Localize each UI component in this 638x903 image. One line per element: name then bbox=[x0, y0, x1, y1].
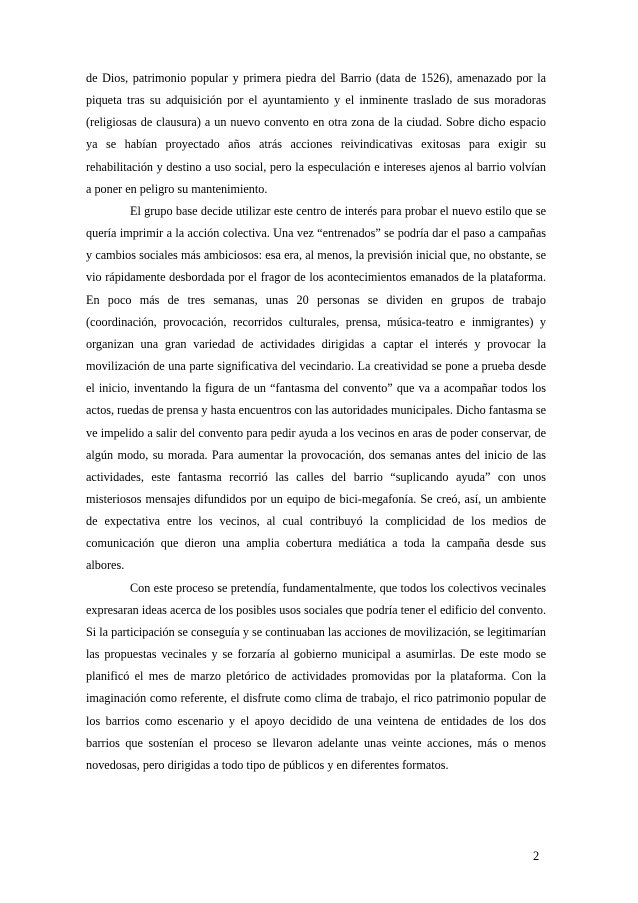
paragraph-proceso: Con este proceso se pretendía, fundamentalmente, que todos los colectivos vecinales expresaran ideas acerca de los posibles usos sociales que podría tener el edificio del convento. Si la participación se conseguía y se continuaban las acciones de movilización, se legitimarían las propuestas vecinales y se forzaría al gobierno municipal a asumirlas. De este modo se planificó el mes de marzo pletórico de actividades promovidas por la plataforma. Con la imaginación como referente, el disfrute como clima de trabajo, el rico patrimonio popular de los barrios como escenario y el apoyo decidido de una veintena de entidades de los dos barrios que sostenían el proceso se llevaron adelante unas veinte acciones, más o menos novedosas, pero dirigidas a todo tipo de públicos y en diferentes formatos. bbox=[86, 580, 546, 772]
body-text bbox=[86, 67, 546, 776]
paragraph-grupo-base: El grupo base decide utilizar este centro de interés para probar el nuevo estilo que se quería imprimir a la acción colectiva. Una vez “entrenados” se podría dar el paso a campañas y cambios sociales más ambiciosos: esa era, al menos, la previsión inicial que, no obstante, se vio rápidamente desbordada por el fragor de los acontecimientos emanados de la plataforma. En poco más de tres semanas, unas 20 personas se dividen en grupos de trabajo (coordinación, provocación, recorridos culturales, prensa, música-teatro e inmigrantes) y organizan una gran variedad de actividades dirigidas a captar el interés y provocar la movilización de una parte significativa del vecindario. La creatividad se pone a prueba desde el inicio, inventando la figura de un “fantasma del convento” que va a acompañar todos los actos, ruedas de prensa y hasta encuentros con las autoridades municipales. Dicho fantasma se ve impelido a salir del convento para pedir ayuda a los vecinos en aras de poder conservar, de algún modo, su morada. Para aumentar la provocación, dos semanas antes del inicio de las actividades, este fantasma recorrió las calles del barrio “suplicando ayuda” con unos misteriosos mensajes difundidos por un equipo de bici-megafonía. Se creó, así, un ambiente de expectativa entre los vecinos, al cual contribuyó la complicidad de los medios de comunicación que dieron una amplia cobertura mediática a toda la campaña desde sus albores. bbox=[86, 203, 546, 573]
page-number: 2 bbox=[533, 849, 540, 863]
paragraph-continuation: de Dios, patrimonio popular y primera piedra del Barrio (data de 1526), amenazado por la piqueta tras su adquisición por el ayuntamiento y el inminente traslado de sus moradoras (religiosas de clausura) a un nuevo convento en otra zona de la ciudad. Sobre dicho espacio ya se habían proyectado años atrás acciones reivindicativas exitosas para exigir su rehabilitación y destino a uso social, pero la especulación e intereses ajenos al barrio volvían a poner en peligro su mantenimiento. bbox=[86, 71, 546, 196]
